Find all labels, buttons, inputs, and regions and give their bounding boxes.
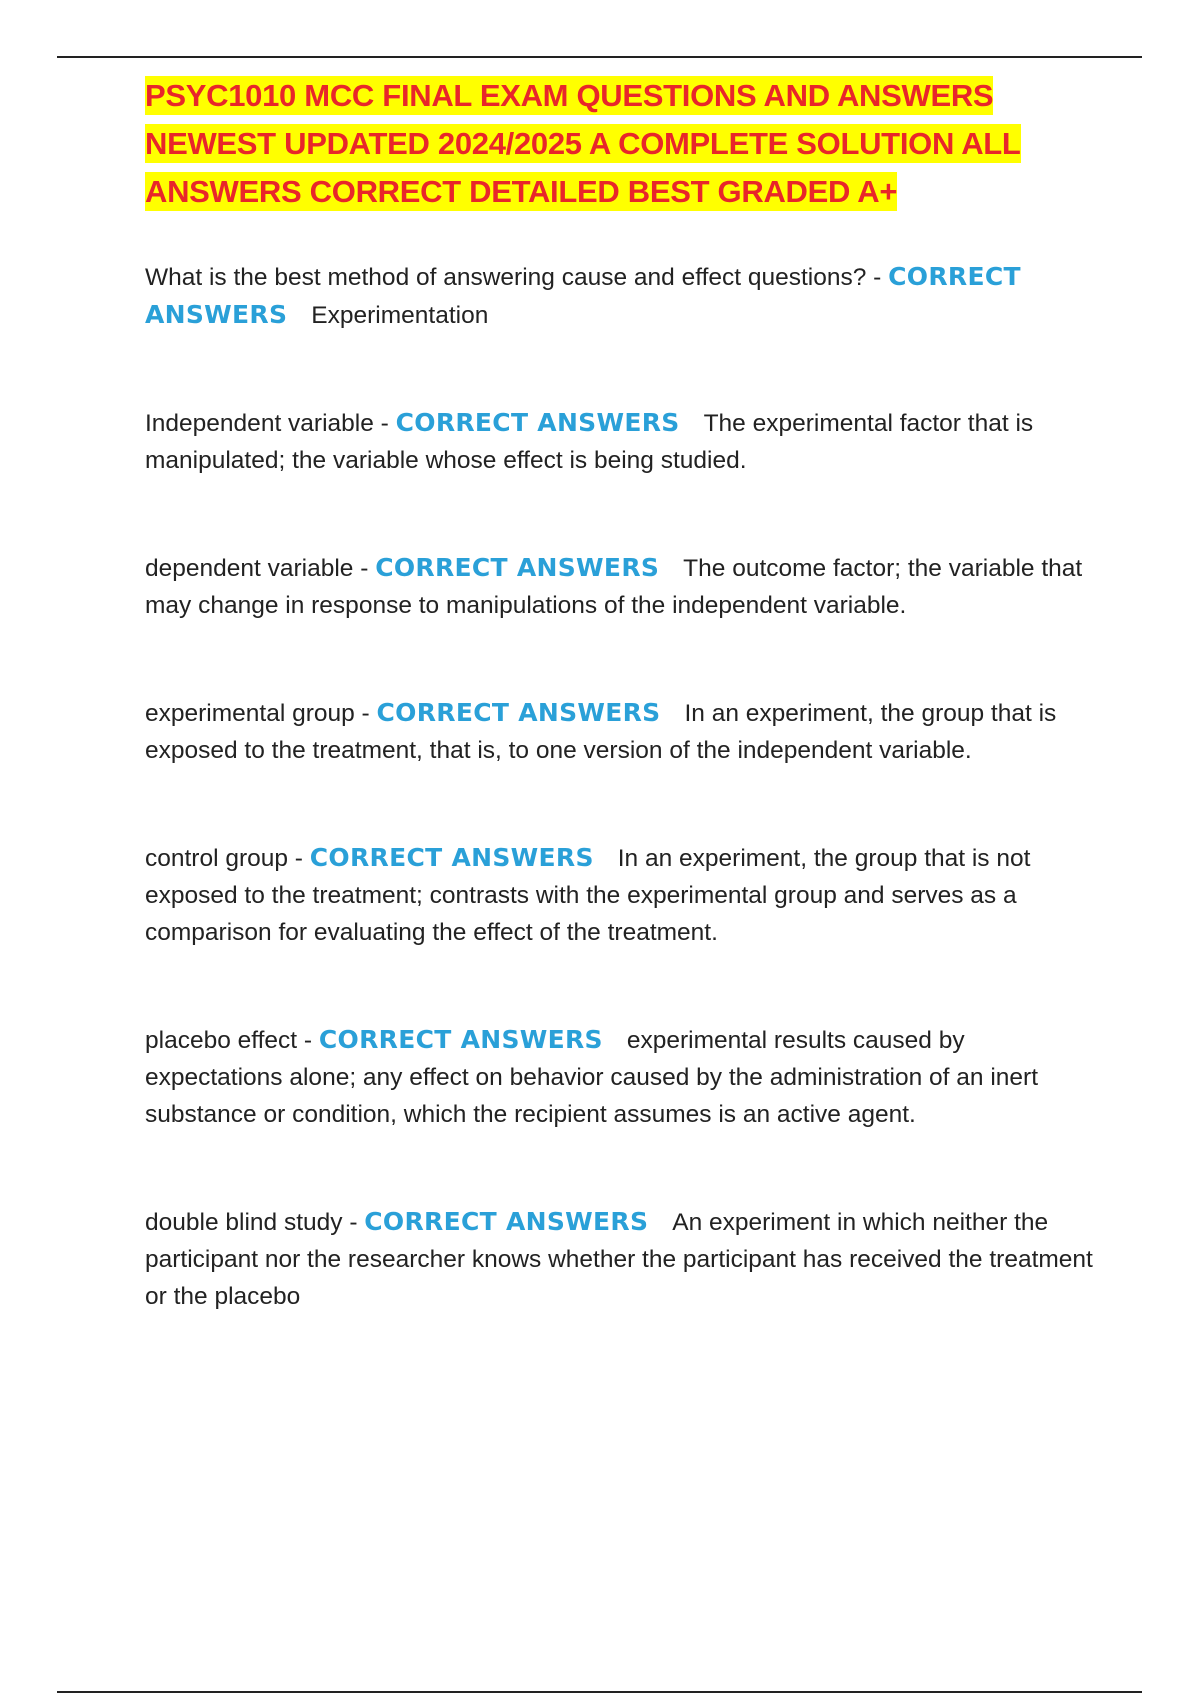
qa-definition: Experimentation bbox=[311, 302, 489, 329]
answer-tag: CORRECT ANSWERS bbox=[318, 1025, 603, 1054]
qa-definition: The outcome factor; the variable that may change in response to manipulations of the independent variable. bbox=[145, 555, 1083, 619]
answer-tag: CORRECT ANSWERS bbox=[376, 698, 661, 727]
qa-term: Independent variable - bbox=[145, 410, 396, 437]
qa-term: What is the best method of answering cause and effect questions? - bbox=[145, 264, 889, 291]
qa-item bbox=[145, 839, 1095, 951]
qa-item bbox=[145, 549, 1095, 624]
qa-term: control group - bbox=[145, 845, 310, 872]
answer-tag: CORRECT ANSWERS bbox=[364, 1207, 649, 1236]
document-title bbox=[145, 72, 1095, 216]
qa-item bbox=[145, 404, 1095, 479]
document-title-text: PSYC1010 MCC FINAL EXAM QUESTIONS AND ANSWERS NEWEST UPDATED 2024/2025 A COMPLETE SOLUTION ALL ANSWERS CORRECT DETAILED BEST GRADED A+ bbox=[145, 78, 1021, 209]
qa-definition: In an experiment, the group that is exposed to the treatment, that is, to one version of the independent variable. bbox=[145, 700, 1057, 764]
qa-item bbox=[145, 1021, 1095, 1133]
answer-tag: CORRECT ANSWERS bbox=[395, 408, 680, 437]
qa-term: experimental group - bbox=[145, 700, 377, 727]
document-body bbox=[145, 72, 1095, 1315]
qa-item bbox=[145, 1203, 1095, 1315]
footer-rule bbox=[57, 1691, 1142, 1693]
qa-definition: In an experiment, the group that is not exposed to the treatment; contrasts with the experimental group and serves as a comparison for evaluating the effect of the treatment. bbox=[145, 845, 1031, 946]
qa-definition: An experiment in which neither the participant nor the researcher knows whether the participant has received the treatment or the placebo bbox=[145, 1209, 1093, 1310]
qa-term: double blind study - bbox=[145, 1209, 365, 1236]
answer-tag: CORRECT ANSWERS bbox=[375, 553, 660, 582]
qa-term: placebo effect - bbox=[145, 1027, 319, 1054]
qa-definition: experimental results caused by expectations alone; any effect on behavior caused by the administration of an inert substance or condition, which the recipient assumes is an active agent. bbox=[145, 1027, 1039, 1128]
qa-item bbox=[145, 694, 1095, 769]
qa-item bbox=[145, 258, 1095, 334]
qa-definition: The experimental factor that is manipulated; the variable whose effect is being studied. bbox=[145, 410, 1034, 474]
header-rule bbox=[57, 56, 1142, 58]
answer-tag: CORRECT ANSWERS bbox=[145, 262, 1021, 329]
answer-tag: CORRECT ANSWERS bbox=[309, 843, 594, 872]
qa-term: dependent variable - bbox=[145, 555, 376, 582]
